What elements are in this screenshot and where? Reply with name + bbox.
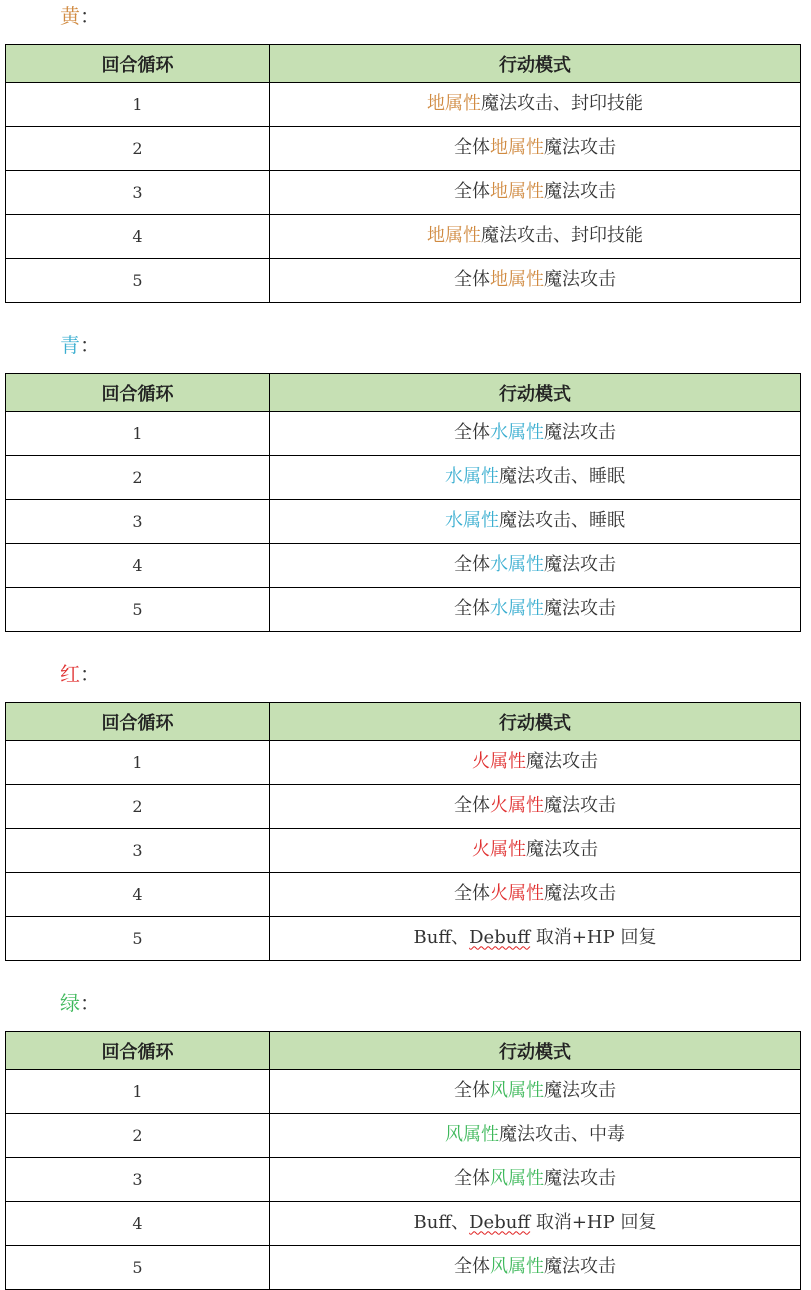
- table-row: [6, 83, 801, 127]
- element-attribute-text: 水属性: [490, 421, 544, 443]
- table-row: [6, 259, 801, 303]
- round-number-cell: 5: [6, 588, 270, 632]
- spellcheck-underlined-text: Debuff: [469, 1211, 531, 1233]
- table-row: [6, 741, 801, 785]
- table-header-row: [6, 1032, 801, 1070]
- section-title-text: 红: [60, 662, 80, 686]
- section-title-text: 黄: [60, 4, 80, 28]
- header-round-cycle: 回合循环: [6, 45, 270, 83]
- action-text: 全体: [454, 1255, 490, 1277]
- table-row: [6, 500, 801, 544]
- table-header-row: [6, 703, 801, 741]
- round-number-cell: 3: [6, 829, 270, 873]
- action-cell: [270, 83, 801, 127]
- table-row: [6, 785, 801, 829]
- round-number-cell: 2: [6, 127, 270, 171]
- action-text: 魔法攻击: [526, 838, 598, 860]
- round-number-cell: 3: [6, 500, 270, 544]
- action-text: 魔法攻击: [544, 553, 616, 575]
- action-text: 魔法攻击、封印技能: [481, 224, 643, 246]
- action-text: 魔法攻击: [544, 882, 616, 904]
- section-title-yellow: [60, 2, 100, 30]
- header-action-pattern: 行动模式: [270, 374, 801, 412]
- section-title-colon: ：: [80, 4, 100, 28]
- action-text: 魔法攻击: [544, 136, 616, 158]
- action-text: 全体: [454, 180, 490, 202]
- action-text: 全体: [454, 882, 490, 904]
- section-title-colon: ：: [80, 333, 100, 357]
- action-table-red: [5, 702, 801, 961]
- action-cell: [270, 829, 801, 873]
- action-text: 全体: [454, 553, 490, 575]
- action-text: 全体: [454, 794, 490, 816]
- round-number-cell: 1: [6, 83, 270, 127]
- table-row: [6, 917, 801, 961]
- action-text: 魔法攻击: [544, 268, 616, 290]
- section-title-colon: ：: [80, 991, 100, 1015]
- action-cell: [270, 741, 801, 785]
- element-attribute-text: 火属性: [490, 794, 544, 816]
- round-number-cell: 1: [6, 412, 270, 456]
- round-number-cell: 3: [6, 171, 270, 215]
- element-attribute-text: 地属性: [490, 136, 544, 158]
- table-row: [6, 1070, 801, 1114]
- round-number-cell: 4: [6, 215, 270, 259]
- action-text: Buff、: [413, 926, 470, 948]
- element-attribute-text: 火属性: [472, 750, 526, 772]
- action-text: 魔法攻击: [544, 597, 616, 619]
- action-cell: [270, 1070, 801, 1114]
- action-cell: [270, 1158, 801, 1202]
- action-text: 全体: [454, 421, 490, 443]
- action-cell: [270, 873, 801, 917]
- action-text: 魔法攻击、封印技能: [481, 92, 643, 114]
- header-round-cycle: 回合循环: [6, 703, 270, 741]
- action-text: 魔法攻击: [526, 750, 598, 772]
- table-header-row: [6, 374, 801, 412]
- table-row: [6, 1114, 801, 1158]
- section-title-colon: ：: [80, 662, 100, 686]
- table-row: [6, 873, 801, 917]
- action-table-green: [5, 1031, 801, 1290]
- round-number-cell: 2: [6, 456, 270, 500]
- element-attribute-text: 地属性: [490, 268, 544, 290]
- action-text: 魔法攻击: [544, 421, 616, 443]
- element-attribute-text: 水属性: [445, 465, 499, 487]
- round-number-cell: 4: [6, 1202, 270, 1246]
- spellcheck-underlined-text: Debuff: [469, 926, 531, 948]
- action-cell: [270, 412, 801, 456]
- action-cell: [270, 215, 801, 259]
- action-text: 魔法攻击、睡眠: [499, 509, 625, 531]
- table-header-row: [6, 45, 801, 83]
- header-action-pattern: 行动模式: [270, 45, 801, 83]
- action-cell: [270, 1202, 801, 1246]
- action-text: 取消+HP 回复: [530, 1211, 657, 1233]
- action-table-yellow: [5, 44, 801, 303]
- table-row: [6, 127, 801, 171]
- element-attribute-text: 地属性: [490, 180, 544, 202]
- action-cell: [270, 259, 801, 303]
- action-text: 全体: [454, 1167, 490, 1189]
- action-cell: [270, 171, 801, 215]
- section-title-green: [60, 989, 100, 1017]
- element-attribute-text: 水属性: [445, 509, 499, 531]
- header-round-cycle: 回合循环: [6, 1032, 270, 1070]
- round-number-cell: 2: [6, 785, 270, 829]
- header-action-pattern: 行动模式: [270, 1032, 801, 1070]
- table-row: [6, 215, 801, 259]
- element-attribute-text: 地属性: [427, 92, 481, 114]
- table-row: [6, 412, 801, 456]
- element-attribute-text: 水属性: [490, 553, 544, 575]
- action-cell: [270, 785, 801, 829]
- element-attribute-text: 火属性: [472, 838, 526, 860]
- round-number-cell: 4: [6, 873, 270, 917]
- element-attribute-text: 风属性: [490, 1255, 544, 1277]
- table-row: [6, 544, 801, 588]
- round-number-cell: 5: [6, 1246, 270, 1290]
- action-text: 取消+HP 回复: [530, 926, 657, 948]
- action-text: 魔法攻击: [544, 1167, 616, 1189]
- action-text: Buff、: [413, 1211, 470, 1233]
- action-text: 全体: [454, 1079, 490, 1101]
- element-attribute-text: 风属性: [490, 1167, 544, 1189]
- action-cell: [270, 500, 801, 544]
- action-cell: [270, 588, 801, 632]
- action-text: 魔法攻击: [544, 180, 616, 202]
- action-cell: [270, 917, 801, 961]
- section-title-text: 青: [60, 333, 80, 357]
- header-action-pattern: 行动模式: [270, 703, 801, 741]
- round-number-cell: 1: [6, 1070, 270, 1114]
- section-title-red: [60, 660, 100, 688]
- round-number-cell: 4: [6, 544, 270, 588]
- action-text: 全体: [454, 597, 490, 619]
- table-row: [6, 1158, 801, 1202]
- action-text: 魔法攻击: [544, 1079, 616, 1101]
- table-row: [6, 588, 801, 632]
- table-row: [6, 829, 801, 873]
- round-number-cell: 3: [6, 1158, 270, 1202]
- element-attribute-text: 火属性: [490, 882, 544, 904]
- element-attribute-text: 水属性: [490, 597, 544, 619]
- table-row: [6, 1202, 801, 1246]
- action-text: 全体: [454, 268, 490, 290]
- action-text: 魔法攻击: [544, 1255, 616, 1277]
- table-row: [6, 456, 801, 500]
- action-cell: [270, 127, 801, 171]
- action-text: 魔法攻击: [544, 794, 616, 816]
- header-round-cycle: 回合循环: [6, 374, 270, 412]
- action-cell: [270, 456, 801, 500]
- section-title-cyan: [60, 331, 100, 359]
- action-text: 魔法攻击、睡眠: [499, 465, 625, 487]
- action-cell: [270, 544, 801, 588]
- round-number-cell: 5: [6, 259, 270, 303]
- action-text: 魔法攻击、中毒: [499, 1123, 625, 1145]
- element-attribute-text: 地属性: [427, 224, 481, 246]
- round-number-cell: 5: [6, 917, 270, 961]
- table-row: [6, 171, 801, 215]
- action-text: 全体: [454, 136, 490, 158]
- round-number-cell: 1: [6, 741, 270, 785]
- action-cell: [270, 1114, 801, 1158]
- action-table-cyan: [5, 373, 801, 632]
- element-attribute-text: 风属性: [490, 1079, 544, 1101]
- element-attribute-text: 风属性: [445, 1123, 499, 1145]
- round-number-cell: 2: [6, 1114, 270, 1158]
- section-title-text: 绿: [60, 991, 80, 1015]
